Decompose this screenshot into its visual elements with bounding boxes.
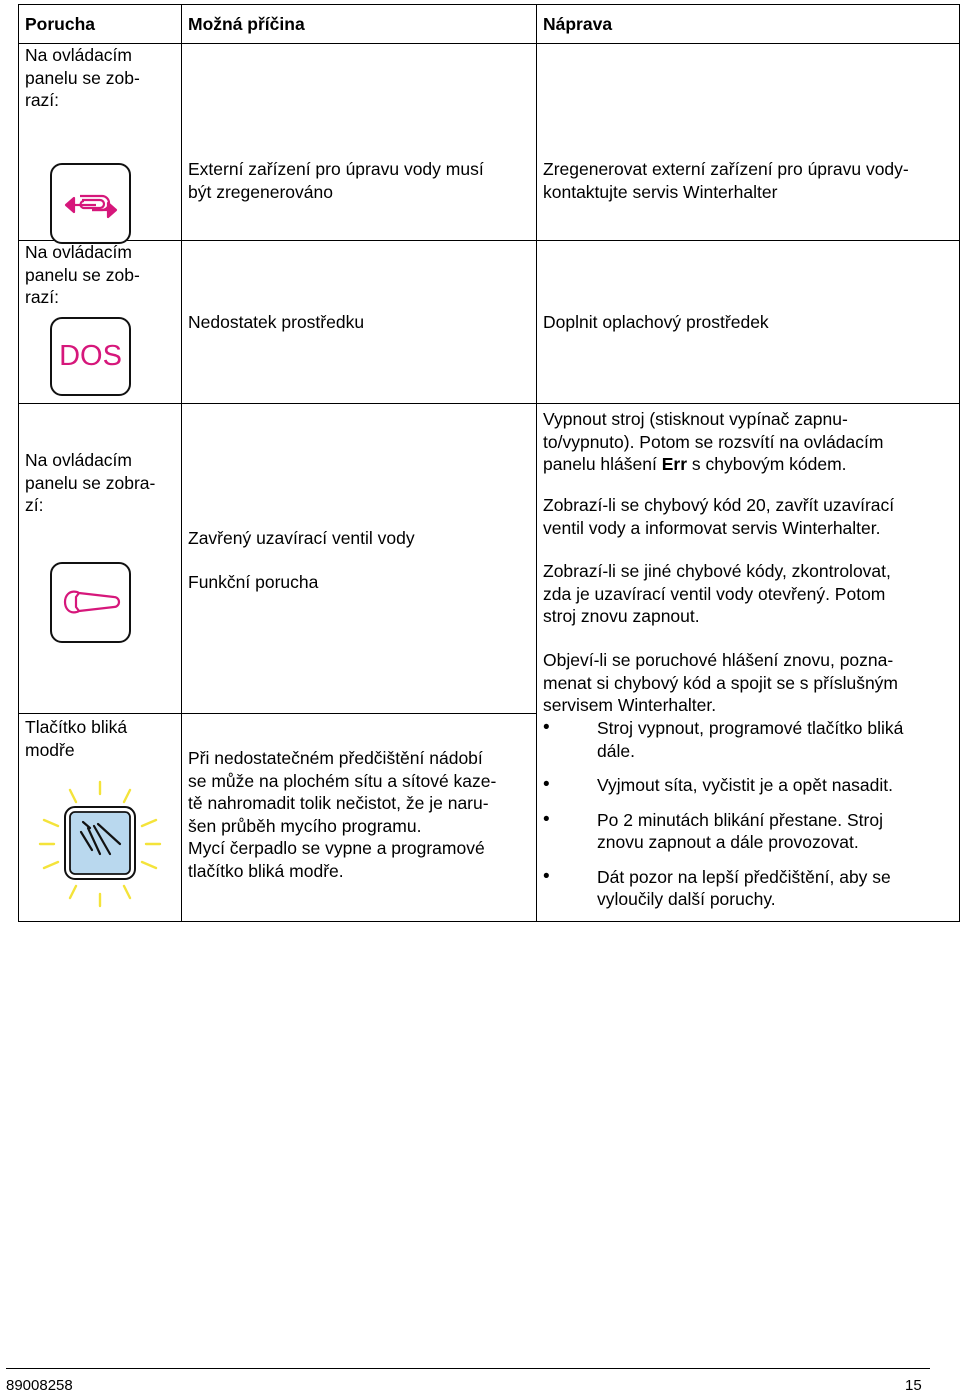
list-item: • Stroj vypnout, programové tlačítko bliká dále. [543, 717, 953, 762]
fault-cell [19, 241, 182, 404]
cause-text: Nedostatek prostředku [188, 312, 365, 332]
fault-cell [19, 404, 182, 714]
table-row [19, 404, 960, 714]
list-item: • Vyjmout síta, vyčistit je a opět nasadit. [543, 774, 953, 797]
remedy-text: Zregenerovat externí zařízení pro úpravu vody- kontaktujte servis Winterhalter [543, 159, 909, 202]
fault-cell [19, 714, 182, 922]
fault-cell [19, 44, 182, 241]
table-row [19, 241, 960, 404]
list-item: • Dát pozor na lepší předčištění, aby se vyloučily další poruchy. [543, 866, 953, 911]
cause-cell [182, 714, 537, 922]
remedy-cell [537, 404, 960, 922]
cause-cell [182, 404, 537, 714]
cause-cell [182, 44, 537, 241]
troubleshooting-table [18, 4, 960, 922]
remedy-error-20: Zobrazí-li se chybový kód 20, zavřít uzavírací ventil vody a informovat servis Winterhalter. [543, 495, 895, 538]
header-cause: Možná příčina [182, 5, 537, 44]
table-row [19, 44, 960, 241]
fault-text: Na ovládacím panelu se zob- razí: [25, 242, 140, 307]
cause-closed-valve: Zavřený uzavírací ventil vody [188, 528, 415, 548]
header-remedy: Náprava [537, 5, 960, 44]
remedy-steps-list [543, 717, 953, 923]
remedy-cell [537, 44, 960, 241]
remedy-switch-off: Vypnout stroj (stisknout vypínač zapnu- to/vypnuto). Potom se rozsvítí na ovládacím panelu hlášení Err s chybovým kódem. [543, 409, 884, 474]
cause-malfunction: Funkční porucha [188, 572, 319, 592]
wrench-icon [50, 562, 131, 643]
footer-divider [6, 1368, 930, 1369]
cause-text: Externí zařízení pro úpravu vody musí být zregenerováno [188, 159, 484, 202]
document-number: 89008258 [6, 1377, 73, 1394]
fault-text: Na ovládacím panelu se zobra- zí: [25, 450, 156, 515]
table-header-row [19, 5, 960, 44]
remedy-text: Doplnit oplachový prostředek [543, 312, 769, 332]
fault-text: Na ovládacím panelu se zob- razí: [25, 45, 140, 110]
cause-text: Při nedostatečném předčištění nádobí se může na plochém sítu a sítové kaze- tě nahromadit tolik nečistot, že je naru- šen průběh mycího programu. Mycí čerpadlo se vypne a programové tlačítko bliká modře. [188, 748, 497, 881]
dos-display-icon: DOS [50, 317, 131, 396]
error-code-label: Err [661, 454, 688, 474]
header-fault: Porucha [19, 5, 182, 44]
list-item: • Po 2 minutách blikání přestane. Stroj znovu zapnout a dále provozovat. [543, 809, 953, 854]
page-number: 15 [905, 1377, 922, 1394]
blinking-blue-program-button-icon [38, 778, 162, 910]
remedy-cell [537, 241, 960, 404]
fault-text: Tlačítko bliká modře [25, 717, 128, 760]
cause-cell [182, 241, 537, 404]
water-softener-regeneration-icon [50, 163, 131, 244]
remedy-repeat-fault: Objeví-li se poruchové hlášení znovu, pozna- menat si chybový kód a spojit se s příslušným servisem Winterhalter. [543, 650, 899, 715]
remedy-other-codes: Zobrazí-li se jiné chybové kódy, zkontrolovat, zda je uzavírací ventil vody otevřený. Potom stroj znovu zapnout. [543, 561, 891, 626]
